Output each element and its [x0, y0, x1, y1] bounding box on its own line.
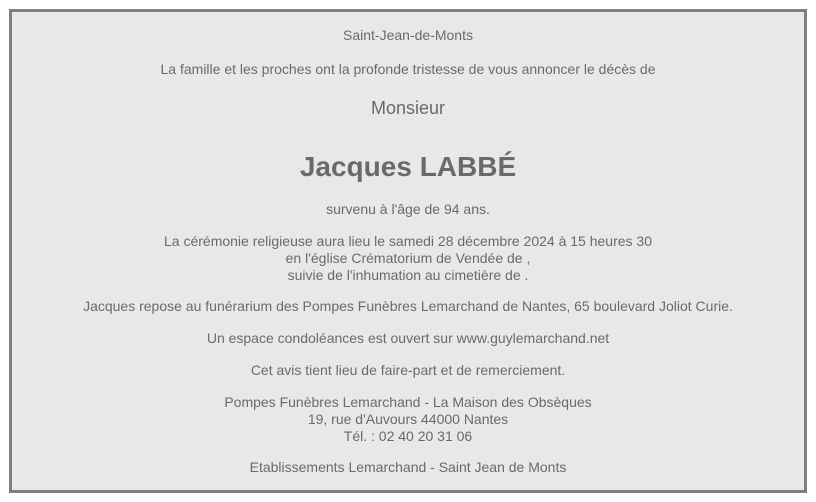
announcement-text: La famille et les proches ont la profonde tristesse de vous annoncer le décès de — [160, 61, 656, 77]
funeral-home-name: Pompes Funèbres Lemarchand - La Maison des Obsèques — [224, 394, 592, 410]
condolences-text: Un espace condoléances est ouvert sur www.guylemarchand.net — [206, 330, 610, 346]
location-text: Saint-Jean-de-Monts — [343, 27, 473, 43]
funeral-home-phone: Tél. : 02 40 20 31 06 — [343, 428, 473, 444]
faire-part-text: Cet avis tient lieu de faire-part et de remerciement. — [250, 362, 566, 378]
rest-place-text: Jacques repose au funérarium des Pompes Funèbres Lemarchand de Nantes, 65 boulevard Joliot Curie. — [83, 298, 733, 314]
obituary-notice — [9, 9, 807, 493]
deceased-name: Jacques LABBÉ — [299, 151, 517, 182]
honorific-text: Monsieur — [370, 98, 446, 118]
age-text: survenu à l'âge de 94 ans. — [326, 201, 490, 217]
ceremony-line-2: en l'église Crématorium de Vendée de , — [285, 250, 531, 266]
ceremony-line-3: suivie de l'inhumation au cimetière de . — [287, 267, 529, 283]
funeral-home-address: 19, rue d'Auvours 44000 Nantes — [307, 411, 509, 427]
ceremony-line-1: La cérémonie religieuse aura lieu le samedi 28 décembre 2024 à 15 heures 30 — [164, 233, 652, 249]
establishment-text: Etablissements Lemarchand - Saint Jean de Monts — [249, 459, 567, 475]
